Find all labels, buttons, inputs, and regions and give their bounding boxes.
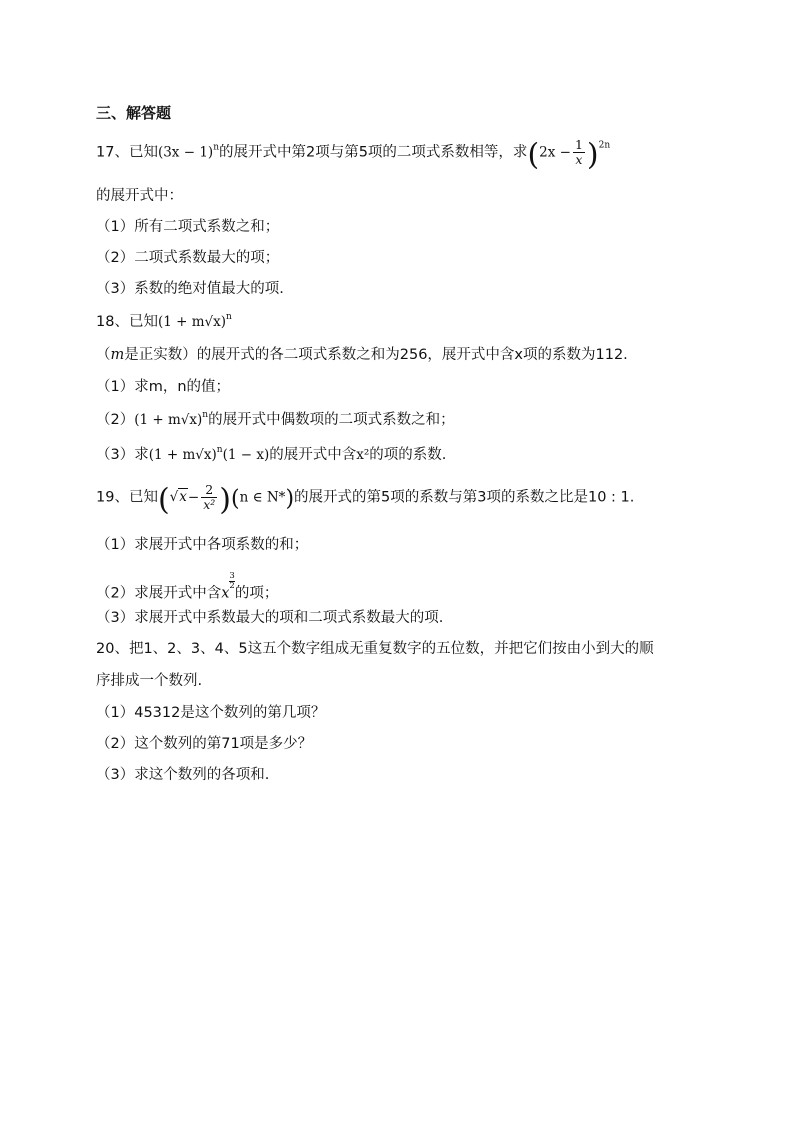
- q19-fraction: [201, 483, 217, 512]
- q20-item1: （1）45312是这个数列的第几项？: [96, 705, 326, 721]
- q18-exp: n: [226, 312, 232, 322]
- q19-item1: （1）求展开式中各项系数的和；: [96, 537, 309, 553]
- q19-sqrt: √x: [169, 489, 187, 506]
- q19-line1: [96, 482, 635, 518]
- q19-right-paren: ): [219, 482, 231, 518]
- q17-line1: [96, 137, 611, 173]
- q19-exp-num: 3: [229, 571, 235, 581]
- q18-item2-label: （2）: [96, 412, 135, 428]
- q17-item3: （3）系数的绝对值最大的项.: [96, 281, 284, 297]
- q17-exp2: 2n: [598, 140, 611, 151]
- q20-line1: 20、把1、2、3、4、5这五个数字组成无重复数字的五位数，并把它们按由小到大的顺: [96, 641, 654, 657]
- q18-item1: （1）求m，n的值；: [96, 379, 231, 395]
- q19-exp-den: 2: [229, 580, 235, 591]
- q17-line2: 的展开式中：: [96, 188, 183, 204]
- q17-binom1: (3x − 1): [157, 144, 214, 161]
- q19-suffix: 的展开式的第5项的系数与第3项的系数之比是10 : 1.: [294, 489, 635, 506]
- q18-item3-label: （3）求: [96, 447, 149, 463]
- q18-item3-binom: (1 + m√x): [148, 447, 217, 463]
- q19-minus: −: [187, 489, 200, 506]
- q18-m-var: m: [110, 347, 125, 363]
- q17-item2: （2）二项式系数最大的项；: [96, 250, 280, 266]
- q17-fraction: [573, 138, 585, 167]
- q19-item2: [96, 572, 278, 603]
- q18-line1: [96, 310, 232, 331]
- q19-item3: （3）求展开式中系数最大的项和二项式系数最大的项.: [96, 610, 444, 626]
- q18-line2: [96, 343, 628, 364]
- q18-binom: (1 + m√x): [157, 314, 226, 330]
- q19-cond-close: ): [285, 486, 295, 512]
- q19-cond-open: (: [231, 486, 240, 512]
- q19-left-paren: (: [157, 482, 170, 518]
- q17-left-paren: (: [527, 137, 540, 173]
- q19-sqrt-x: x: [179, 489, 187, 506]
- q18-item2-text: 的展开式中偶数项的二项式系数之和；: [208, 412, 455, 428]
- q18-item2-binom: (1 + m√x): [134, 412, 203, 428]
- q17-mid: 的展开式中第2项与第5项的二项式系数相等，求: [218, 144, 528, 161]
- q17-expr2: 2x −: [539, 144, 571, 161]
- q17-exp1: n: [213, 142, 219, 153]
- q19-item2-tail: 的项；: [234, 585, 279, 602]
- q17-prefix: 17、已知: [96, 144, 158, 161]
- q18-item3-x2: x²: [356, 447, 370, 463]
- q19-item2-x: x: [221, 585, 230, 602]
- q18-item2-exp: n: [202, 410, 209, 420]
- q19-frac-den: x²: [203, 496, 216, 512]
- q17-right-paren: ): [586, 137, 599, 173]
- q18-item3-exp: n: [216, 445, 223, 455]
- q18-item2: [96, 408, 455, 429]
- q17-frac-den: x: [575, 151, 583, 167]
- q20-line2: 序排成一个数列.: [96, 673, 203, 689]
- q18-item3-text: 的展开式中含: [269, 447, 357, 463]
- q17-item1: （1）所有二项式系数之和；: [96, 219, 280, 235]
- q18-item3: [96, 443, 446, 464]
- q19-condition: n ∈ N*: [239, 489, 286, 506]
- q17-frac-num: 1: [574, 137, 583, 152]
- q18-prefix: 18、已知: [96, 314, 158, 330]
- q20-item3: （3）求这个数列的各项和.: [96, 767, 270, 783]
- q19-frac-num: 2: [201, 483, 217, 498]
- section-title: 三、解答题: [96, 104, 172, 122]
- q18-item3-factor: (1 − x): [222, 447, 270, 463]
- q19-prefix: 19、已知: [96, 489, 158, 506]
- q19-item2-text: （2）求展开式中含: [96, 585, 222, 602]
- q18-line2-open: （: [96, 347, 111, 363]
- q18-line2-text: 是正实数）的展开式的各二项式系数之和为256，展开式中含x项的系数为112.: [124, 347, 628, 363]
- q20-item2: （2）这个数列的第71项是多少？: [96, 736, 313, 752]
- q18-item3-tail: 的项的系数.: [369, 447, 447, 463]
